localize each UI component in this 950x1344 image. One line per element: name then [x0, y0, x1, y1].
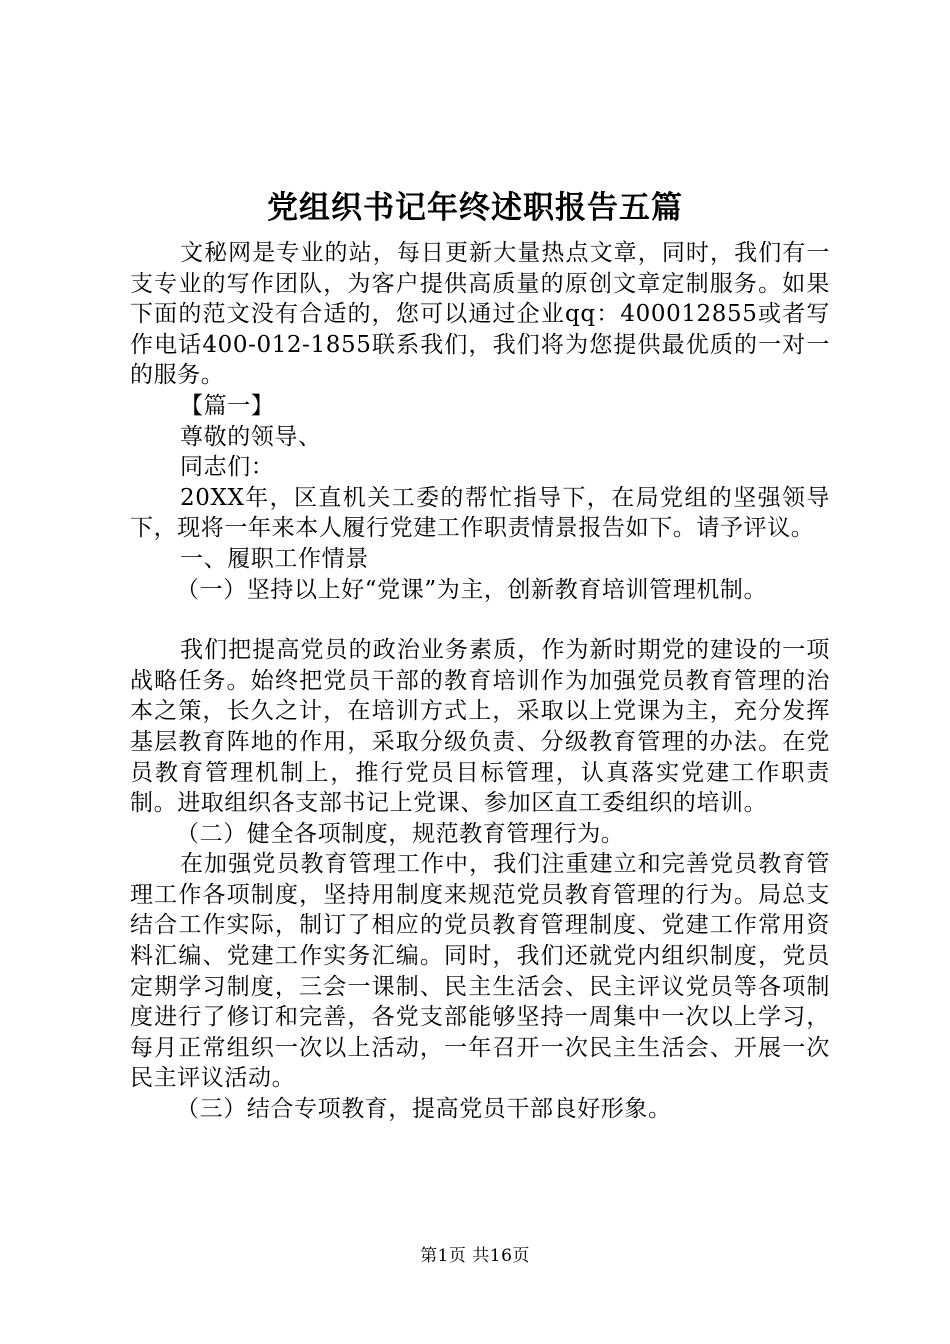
subheading-1: （一）坚持以上好“党课”为主，创新教育培训管理机制。	[176, 576, 768, 603]
section-heading-1: 一、履职工作情景	[180, 545, 369, 572]
page-footer: 第1页 共16页	[420, 1246, 530, 1266]
subheading-3: （三）结合专项教育，提高党员干部良好形象。	[176, 1096, 672, 1123]
intro-paragraph: 文秘网是专业的站，每日更新大量热点文章，同时，我们有一支专业的写作团队，为客户提供高质量的原创文章定制服务。如果下面的范文没有合适的，您可以通过企业qq：400012855或者写作电话400-012-1855联系我们，我们将为您提供最优质的一对一的服务。	[130, 240, 830, 389]
opening-paragraph: 20XX年，区直机关工委的帮忙指导下，在局党组的坚强领导下，现将一年来本人履行党建工作职责情景报告如下。请予评议。	[130, 484, 830, 542]
salutation-comrades: 同志们：	[180, 454, 275, 481]
paragraph-2: 在加强党员教育管理工作中，我们注重建立和完善党员教育管理工作各项制度，坚持用制度来规范党员教育管理的行为。局总支结合工作实际，制订了相应的党员教育管理制度、党建工作常用资料汇编、党建工作实务汇编。同时，我们还就党内组织制度，党员定期学习制度，三会一课制、民主生活会、民主评议党员等各项制度进行了修订和完善，各党支部能够坚持一周集中一次以上学习，每月正常组织一次以上活动，一年召开一次民主生活会、开展一次民主评议活动。	[130, 851, 830, 1092]
subheading-2: （二）健全各项制度，规范教育管理行为。	[176, 820, 625, 847]
blank-line	[130, 605, 830, 635]
section-label: 【篇一】	[180, 392, 275, 419]
salutation-leaders: 尊敬的领导、	[180, 423, 322, 450]
paragraph-1: 我们把提高党员的政治业务素质，作为新时期党的建设的一项战略任务。始终把党员干部的教育培训作为加强党员教育管理的治本之策，长久之计，在培训方式上，采取以上党课为主，充分发挥基层教育阵地的作用，采取分级负责、分级教育管理的办法。在党员教育管理机制上，推行党员目标管理，认真落实党建工作职责制。进取组织各支部书记上党课、参加区直工委组织的培训。	[130, 637, 830, 817]
document-title: 党组织书记年终述职报告五篇	[267, 190, 683, 226]
document-body	[130, 238, 830, 1125]
